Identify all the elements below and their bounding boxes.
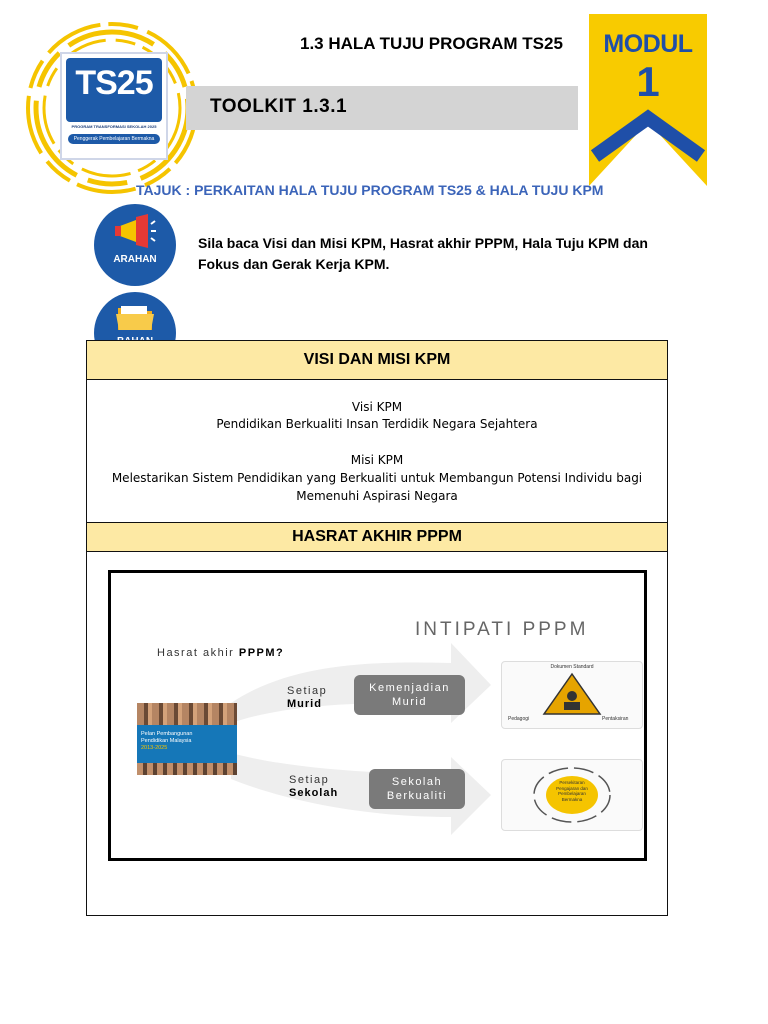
book-title-1: Pelan Pembangunan (141, 731, 193, 737)
curriculum-triangle-panel (501, 661, 643, 729)
sekolah-berkualiti-pill (369, 769, 465, 809)
cycle-center-text (548, 780, 596, 802)
logo-sub-text: PROGRAM TRANSFORMASI SEKOLAH 2025 (71, 124, 157, 129)
cycle-center-4: Bermakna (561, 796, 583, 802)
tri-top-label: Dokumen Standard (550, 664, 594, 670)
book-years: 2013-2025 (141, 745, 168, 751)
modul-number: 1 (636, 58, 660, 105)
cycle-center-2: Pengajaran dan (556, 785, 588, 791)
arahan-label: ARAHAN (113, 254, 157, 265)
visi-misi-heading: VISI DAN MISI KPM (87, 341, 667, 380)
tajuk-title: TAJUK : PERKAITAN HALA TUJU PROGRAM TS25 & HALA TUJU KPM (136, 182, 604, 198)
cycle-center-3: Pembelajaran (558, 791, 586, 796)
pill2-line-2: Berkualiti (386, 790, 448, 802)
kemenjadian-murid-pill (354, 675, 465, 715)
arahan-icon (94, 204, 176, 286)
logo-main-text: TS25 (75, 64, 153, 102)
row1-murid: Murid (287, 698, 322, 710)
diagram-title: INTIPATI PPPM (415, 619, 589, 640)
modul-word: MODUL (603, 30, 693, 58)
school-cycle-panel (501, 759, 643, 831)
hasrat-heading: HASRAT AKHIR PPPM (87, 522, 667, 552)
toolkit-label: TOOLKIT 1.3.1 (210, 96, 348, 117)
row2-setiap: Setiap (289, 774, 330, 786)
cycle-center-1: Persekitaran (559, 780, 585, 785)
megaphone-icon (114, 214, 156, 248)
pppm-book-cover (137, 703, 237, 775)
visi-text: Pendidikan Berkualiti Insan Terdidik Negara Sejahtera (216, 417, 538, 431)
diagram-question (157, 647, 284, 659)
logo-tagline: Penggerak Pembelajaran Bermakna (68, 134, 160, 144)
ts25-logo (60, 52, 168, 160)
intipati-pppm-diagram (108, 570, 647, 861)
folder-icon (116, 302, 154, 332)
tri-right-label: Pentaksiran (602, 716, 629, 722)
program-title: 1.3 HALA TUJU PROGRAM TS25 (300, 34, 563, 53)
visi-title: Visi KPM (351, 400, 403, 414)
row2-sekolah: Sekolah (289, 787, 339, 799)
pill1-line-1: Kemenjadian (369, 682, 450, 694)
book-title-2: Pendidikan Malaysia (141, 738, 192, 744)
triangle-icon (542, 672, 602, 716)
question-prefix: Hasrat akhir (157, 647, 239, 659)
misi-text-line-2: Memenuhi Aspirasi Negara (296, 489, 458, 503)
pill2-line-1: Sekolah (391, 776, 443, 788)
row1-setiap: Setiap (287, 685, 328, 697)
pill1-line-2: Murid (391, 696, 427, 708)
question-bold: PPPM? (238, 647, 285, 659)
instruction-text: Sila baca Visi dan Misi KPM, Hasrat akhir PPPM, Hala Tuju KPM dan Fokus dan Gerak Kerja KPM. (198, 235, 648, 272)
tri-left-label: Pedagogi (508, 716, 530, 722)
misi-title: Misi KPM (350, 453, 404, 467)
misi-text-line-1: Melestarikan Sistem Pendidikan yang Berkualiti untuk Membangun Potensi Individu bagi (111, 471, 643, 485)
